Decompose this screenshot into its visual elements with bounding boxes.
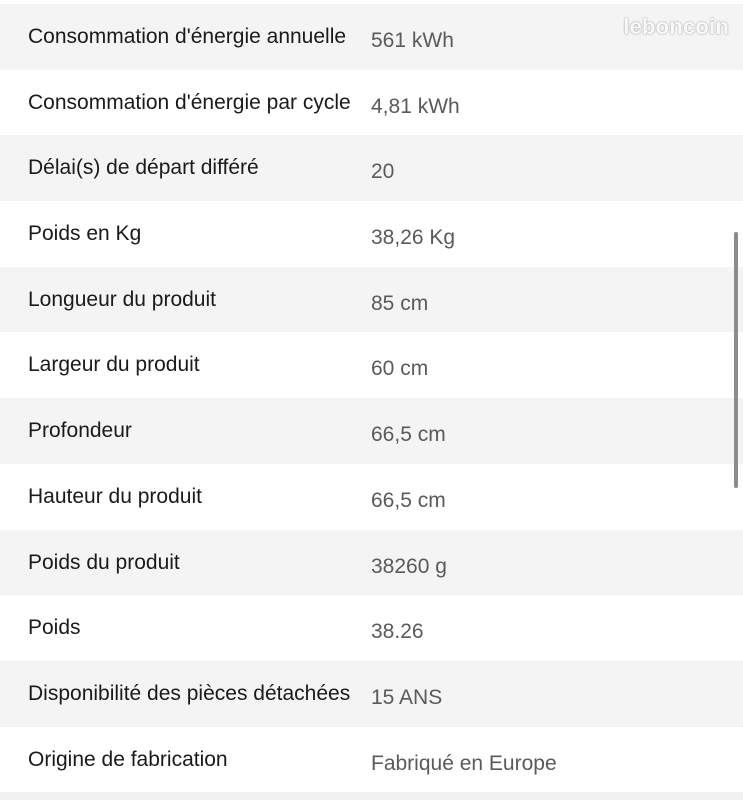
spec-label: Profondeur xyxy=(28,419,132,443)
spec-label: Consommation d'énergie par cycle xyxy=(28,90,351,114)
spec-row xyxy=(0,661,743,727)
spec-value: 38.26 xyxy=(371,620,424,644)
spec-label: Disponibilité des pièces détachées xyxy=(28,681,351,705)
spec-value: 38,26 Kg xyxy=(371,226,456,250)
spec-label: Origine de fabrication xyxy=(28,747,228,771)
spec-row xyxy=(0,332,743,398)
spec-row xyxy=(0,398,743,464)
spec-row xyxy=(0,201,743,267)
spec-value: 20 xyxy=(371,160,395,184)
spec-row xyxy=(0,267,743,333)
spec-label: Poids du produit xyxy=(28,550,180,574)
spec-label: Poids en Kg xyxy=(28,222,142,246)
spec-row xyxy=(0,727,743,793)
spec-value: Fabriqué en Europe xyxy=(371,751,557,775)
spec-value: 4,81 kWh xyxy=(371,94,460,118)
spec-label: Délai(s) de départ différé xyxy=(28,156,259,180)
vertical-scrollbar[interactable] xyxy=(734,232,738,488)
spec-label: Consommation d'énergie annuelle xyxy=(28,25,347,48)
spec-value: 66,5 cm xyxy=(371,423,446,447)
spec-row xyxy=(0,530,743,596)
spec-row xyxy=(0,464,743,530)
spec-table xyxy=(0,4,743,792)
spec-row xyxy=(0,135,743,201)
spec-label: Hauteur du produit xyxy=(28,484,202,508)
spec-value: 85 cm xyxy=(371,291,429,315)
spec-label: Largeur du produit xyxy=(28,353,200,377)
leboncoin-watermark: leboncoin xyxy=(623,14,729,39)
spec-value: 60 cm xyxy=(371,357,429,381)
spec-label: Poids xyxy=(28,616,81,640)
next-row-edge xyxy=(0,792,743,800)
spec-value: 561 kWh xyxy=(371,29,454,52)
spec-value: 15 ANS xyxy=(371,685,443,709)
spec-row xyxy=(0,70,743,136)
spec-value: 66,5 cm xyxy=(371,488,446,512)
spec-label: Longueur du produit xyxy=(28,287,216,311)
spec-row xyxy=(0,595,743,661)
spec-value: 38260 g xyxy=(371,554,447,578)
